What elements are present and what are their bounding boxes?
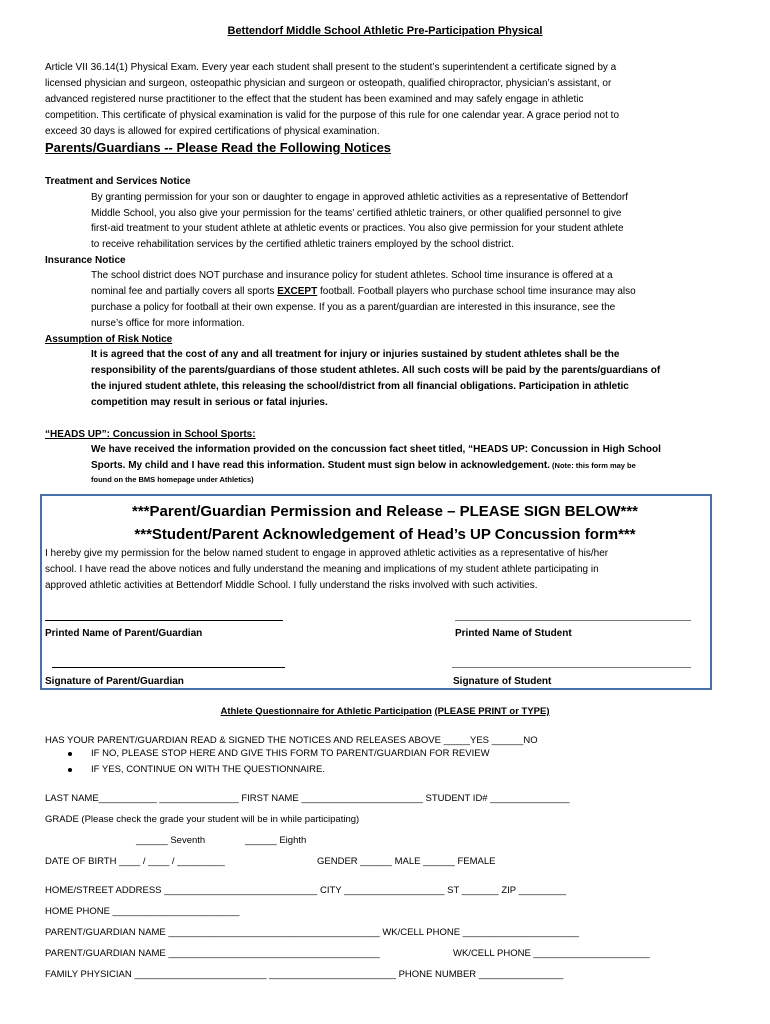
insurance-line (91, 284, 636, 300)
article-line: competition. This certificate of physical examination is valid for the purpose of this rule for one calendar year. A grace period not to (45, 110, 620, 121)
name-row[interactable]: LAST NAME___________ _______________ FIRST NAME _______________________ STUDENT ID# _______________ (45, 793, 570, 804)
treatment-line: to receive rehabilitation services by the certified athletic trainers employed by the school district. (91, 239, 514, 250)
permission-line: approved athletic activities at Bettendorf Middle School. I fully understand the risks involved with such activities. (45, 580, 538, 591)
risk-line: competition may result in serious or fatal injuries. (91, 397, 328, 408)
article-line: advanced registered nurse practitioner to the effect that the student has been examined and may safely engage in athletic (45, 94, 584, 105)
questionnaire-print-note: (PLEASE PRINT or TYPE) (434, 706, 550, 717)
questionnaire-title-text: Athlete Questionnaire for Athletic Participation (220, 706, 432, 717)
parent-guardian-row-2[interactable]: PARENT/GUARDIAN NAME ________________________________________ (45, 948, 380, 959)
acknowledgement-title: ***Student/Parent Acknowledgement of Head’s UP Concussion form*** (134, 526, 636, 543)
risk-line: the injured student athlete, this releasing the school/district from all financial obligations. Participation in athletic (91, 381, 629, 392)
notices-heading: Parents/Guardians -- Please Read the Following Notices (45, 140, 392, 155)
parent-signature-line[interactable] (52, 667, 285, 668)
grade-eighth[interactable]: ______ Eighth (245, 835, 307, 846)
page-title: Bettendorf Middle School Athletic Pre-Participation Physical (227, 25, 543, 37)
article-line: licensed physician and surgeon, osteopathic physician and surgeon or osteopath, qualified chiropractor, physician’s assistant, or (45, 78, 612, 89)
permission-line: I hereby give my permission for the below named student to engage in approved athletic activities as a representative of his/her (45, 548, 609, 559)
student-signature-label: Signature of Student (453, 676, 552, 687)
parent-guardian-phone-2[interactable]: WK/CELL PHONE ______________________ (453, 948, 650, 959)
treatment-line: first-aid treatment to your student athlete at athletic events or practices. You also give permission for your student athlete (91, 223, 624, 234)
questionnaire-title (0, 705, 770, 719)
insurance-text: nominal fee and partially covers all sports (91, 286, 278, 297)
permission-line: school. I have read the above notices and fully understand the meaning and implications of my student athlete participating in (45, 564, 599, 575)
permission-title: ***Parent/Guardian Permission and Release – PLEASE SIGN BELOW*** (132, 503, 638, 520)
risk-heading: Assumption of Risk Notice (45, 334, 173, 345)
parent-name-line[interactable] (45, 620, 283, 621)
notices-read-question[interactable]: HAS YOUR PARENT/GUARDIAN READ & SIGNED THE NOTICES AND RELEASES ABOVE _____YES ______NO (45, 735, 538, 746)
bullet-icon (68, 768, 72, 772)
treatment-line: Middle School, you also give your permission for the teams’ certified athletic trainers, or other qualified personnel to give (91, 208, 622, 219)
insurance-line: The school district does NOT purchase and insurance policy for student athletes. School time insurance is offered at a (91, 270, 613, 281)
bullet-yes: IF YES, CONTINUE ON WITH THE QUESTIONNAIRE. (91, 764, 326, 775)
student-name-line[interactable] (455, 620, 691, 621)
heads-up-line: We have received the information provided on the concussion fact sheet titled, “HEADS UP: Concussion in High School (91, 444, 661, 455)
insurance-text: football. Football players who purchase school time insurance may also (317, 286, 636, 297)
heads-up-note: found on the BMS homepage under Athletics) (91, 475, 254, 484)
parent-guardian-row[interactable]: PARENT/GUARDIAN NAME ________________________________________ WK/CELL PHONE ______________________ (45, 927, 579, 938)
student-signature-line[interactable] (452, 667, 691, 668)
bullet-icon (68, 752, 72, 756)
student-name-label: Printed Name of Student (455, 628, 572, 639)
family-physician-row[interactable]: FAMILY PHYSICIAN _________________________ ________________________ PHONE NUMBER ________________ (45, 969, 564, 980)
article-line: exceed 30 days is allowed for expired certifications of physical examination. (45, 126, 380, 137)
parent-signature-label: Signature of Parent/Guardian (45, 676, 184, 687)
heads-up-note: (Note: this form may be (549, 461, 636, 470)
heads-up-heading: “HEADS UP”: Concussion in School Sports: (45, 429, 256, 440)
risk-line: responsibility of the parents/guardians of those student athletes. All such costs will be paid by the parents/guardians of (91, 365, 661, 376)
bullet-no: IF NO, PLEASE STOP HERE AND GIVE THIS FORM TO PARENT/GUARDIAN FOR REVIEW (91, 748, 490, 759)
insurance-heading: Insurance Notice (45, 255, 126, 266)
heads-up-line (91, 458, 636, 474)
treatment-heading: Treatment and Services Notice (45, 176, 191, 187)
risk-line: It is agreed that the cost of any and all treatment for injury or injuries sustained by student athletes shall be the (91, 349, 620, 360)
except-emphasis: EXCEPT (277, 286, 318, 297)
heads-up-text: Sports. My child and I have read this information. Student must sign below in acknowledgement. (91, 460, 550, 471)
parent-name-label: Printed Name of Parent/Guardian (45, 628, 203, 639)
insurance-line: nurse’s office for more information. (91, 318, 245, 329)
date-of-birth-field[interactable]: DATE OF BIRTH ____ / ____ / _________ (45, 856, 225, 867)
article-line: Article VII 36.14(1) Physical Exam. Every year each student shall present to the student’s superintendent a certificate signed by a (45, 62, 617, 73)
insurance-line: purchase a policy for football at their own expense. If you as a parent/guardian are interested in this insurance, see the (91, 302, 616, 313)
home-phone-field[interactable]: HOME PHONE ________________________ (45, 906, 240, 917)
grade-seventh[interactable]: ______ Seventh (136, 835, 206, 846)
address-row[interactable]: HOME/STREET ADDRESS _____________________________ CITY ___________________ ST _______ ZIP _________ (45, 885, 567, 896)
grade-row: GRADE (Please check the grade your student will be in while participating) (45, 814, 360, 825)
gender-field[interactable]: GENDER ______ MALE ______ FEMALE (317, 856, 496, 867)
treatment-line: By granting permission for your son or daughter to engage in approved athletic activities as a representative of Bettendorf (91, 192, 628, 203)
